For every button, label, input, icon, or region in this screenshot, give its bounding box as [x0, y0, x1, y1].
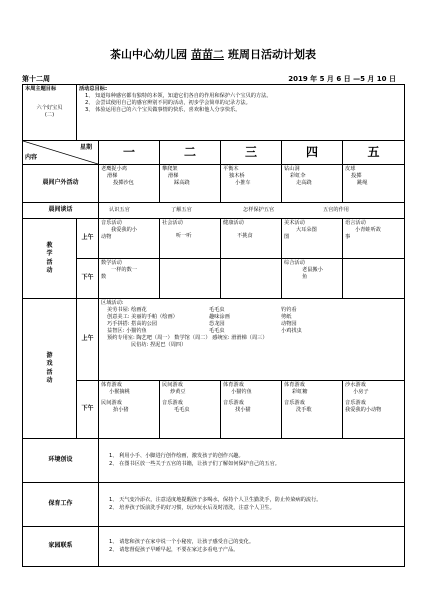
- day-header-row: [23, 141, 405, 165]
- teaching-pm-mon: 数学活动 一样的数一 数: [99, 259, 160, 299]
- talk-item-2: 了解五官: [171, 206, 192, 213]
- plan-table: [22, 84, 405, 567]
- play-pm-wed: 体育游戏 小猫钓鱼 音乐游戏 找小猫: [221, 381, 282, 439]
- talk-item-3: 怎样保护五官: [243, 206, 275, 213]
- outdoor-label: 晨间户外活动: [23, 165, 99, 203]
- care-row: [23, 483, 405, 527]
- outdoor-mon: 老鹰捉小鸡 滑梯 投掷沙包: [99, 165, 160, 203]
- outdoor-fri: 皮球 投掷 跳绳: [343, 165, 405, 203]
- goals-cell: [77, 85, 405, 141]
- day-fri: 五: [343, 141, 405, 165]
- area-line-2: 创意美工: 美丽的手帕（绘画） 趣味涂画 剪纸: [107, 314, 292, 321]
- title-class: 苗苗二: [191, 48, 224, 61]
- home-row: [23, 527, 405, 567]
- date-range: 2019 年 5 月 6 日 —5 月 10 日: [288, 75, 396, 83]
- day-thu: 四: [282, 141, 343, 165]
- environment-line-2: 2、 在图书区放一些关于五官的书籍，让孩子们了解如何保护自己的五官。: [109, 460, 280, 467]
- plan-title: [0, 46, 426, 62]
- play-pm-fri: 沙水游戏 小房子 音乐游戏 我爱我的小动物: [343, 381, 405, 439]
- diag-header-cell: [23, 141, 99, 165]
- area-activities: [99, 299, 405, 381]
- theme-cell: [23, 85, 77, 141]
- outdoor-wed: 平衡木 独木桥 小推车: [221, 165, 282, 203]
- teaching-pm-tue: [160, 259, 221, 299]
- teaching-am-wed: 健康活动 不挑食: [221, 219, 282, 259]
- teaching-pm-fri: [343, 259, 405, 299]
- day-tue: 二: [160, 141, 221, 165]
- teaching-am-thu: 美术活动 大耳朵图 图: [282, 219, 343, 259]
- teaching-am-mon: 音乐活动 我爱我的小 动物: [99, 219, 160, 259]
- environment-row: [23, 439, 405, 483]
- goal-2: 2、 会尝试使用自己的感官辨别不同的活动，初步学会简单的记录方法。: [85, 100, 251, 107]
- environment-line-1: 1、 利用小手、小脚进行创作绘画，激发孩子的创作兴趣。: [109, 453, 244, 460]
- play-pm-thu: 体育游戏 彩虹糖 音乐游戏 洗手歌: [282, 381, 343, 439]
- diag-content-label: 内容: [25, 153, 38, 161]
- theme-name-line-1: 六个好宝贝: [36, 105, 63, 112]
- week-label: 第十二周: [22, 75, 50, 83]
- areas-title: 区域活动:: [101, 300, 124, 306]
- care-label: 保育工作: [23, 483, 99, 527]
- area-line-3: 巧手拼搭: 搭高的公园 恐龙园 动物园: [107, 321, 297, 328]
- area-line-4: 益智区: 小猫钓鱼 毛毛虫 小鸡找虫: [107, 328, 302, 335]
- title-school: 茶山中心幼儿园: [110, 48, 187, 61]
- home-content: [99, 527, 405, 567]
- environment-content: [99, 439, 405, 483]
- teaching-am-tue: 社会活动 听一听: [160, 219, 221, 259]
- theme-name-line-2: (二): [44, 112, 55, 119]
- diag-weekday-label: 星期: [79, 144, 92, 151]
- play-pm-tue: 民间游戏 炒黄豆 音乐游戏 毛毛虫: [160, 381, 221, 439]
- home-line-2: 2、 请您督促孩子早睡早起，不要在家过多看电子产品。: [109, 546, 239, 553]
- home-line-1: 1、 请您和孩子在家中说一个小秘密，让孩子感受自己的变化。: [109, 539, 255, 546]
- outdoor-row: [23, 165, 405, 203]
- special-rooms-line-1: 预约专用室: 陶艺吧（周一） 数学馆（周二） 感统室: 滑滑梯（周三）: [107, 335, 268, 342]
- teaching-pm-thu: 综合活动 老鼠搬小 鱼: [282, 259, 343, 299]
- theme-row: [23, 85, 405, 141]
- care-content: [99, 483, 405, 527]
- teaching-label: 教 学 活 动: [23, 219, 77, 299]
- care-line-2: 2、 培养孩子饭前洗手的好习惯，玩沙玩水后及时清洗，注意个人卫生。: [109, 504, 275, 511]
- teaching-pm-wed: [221, 259, 282, 299]
- teaching-am-fri: 语言活动 小青蛙听故 事: [343, 219, 405, 259]
- day-mon: 一: [99, 141, 160, 165]
- teaching-am-row: [23, 219, 405, 259]
- teaching-am-label: 上午: [77, 219, 99, 259]
- outdoor-thu: 钻山洞 彩虹伞 走高跷: [282, 165, 343, 203]
- goals-title: 活动总目标:: [79, 86, 108, 92]
- outdoor-tue: 攀爬架 滑梯 踩高跷: [160, 165, 221, 203]
- play-am-row: [23, 299, 405, 381]
- talk-item-1: 认识五官: [109, 206, 130, 213]
- theme-label: 本周主题目标: [25, 86, 57, 92]
- goal-3: 3、 体验运用自己的六个宝贝做事情的快乐，喜欢和他人分享快乐。: [85, 107, 241, 114]
- play-pm-label: 下午: [77, 381, 99, 439]
- day-wed: 三: [221, 141, 282, 165]
- teaching-pm-label: 下午: [77, 259, 99, 299]
- teaching-pm-row: [23, 259, 405, 299]
- play-pm-row: [23, 381, 405, 439]
- talk-item-4: 五官的作用: [323, 206, 349, 213]
- talk-row: [23, 203, 405, 219]
- title-suffix: 班周日活动计划表: [228, 48, 316, 61]
- play-pm-mon: 体育游戏 小猴摘桃 民间游戏 抬小猪: [99, 381, 160, 439]
- goal-1: 1、 知道每种感官都有独特的本领，知道它们各自的作用和保护六个宝贝的方法。: [85, 93, 272, 100]
- area-line-1: 美劳书屋: 绘画花 毛毛虫 钓钓看: [107, 307, 297, 314]
- talk-label: 晨间谈话: [23, 203, 99, 219]
- play-label: 游 戏 活 动: [23, 299, 77, 439]
- environment-label: 环境创设: [23, 439, 99, 483]
- special-rooms-line-2: 民俗坊: 捏泥巴（周四）: [131, 342, 187, 349]
- talk-items: [99, 203, 405, 219]
- play-am-label: 上午: [77, 299, 99, 381]
- care-line-1: 1、 天气变冷添衣，注意适度地提醒孩子多喝水，保持个人卫生勤洗手，防止传染病的流行。: [109, 497, 322, 504]
- home-label: 家园联系: [23, 527, 99, 567]
